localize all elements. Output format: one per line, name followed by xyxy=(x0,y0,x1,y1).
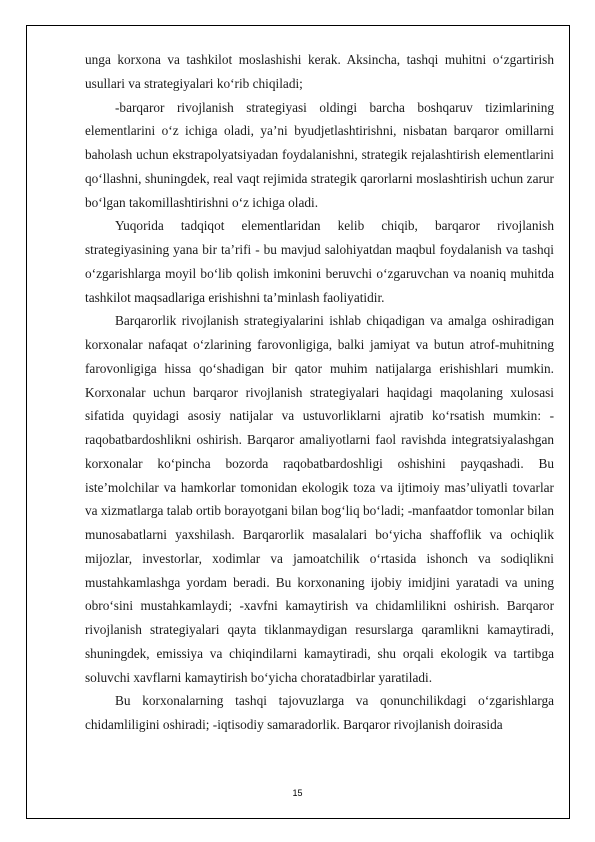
paragraph: unga korxona va tashkilot moslashishi kerak. Aksincha, tashqi muhitni o‘zgartirish usullari va strategiyalari ko‘rib chiqiladi; xyxy=(85,52,554,91)
paragraph: -barqaror rivojlanish strategiyasi oldingi barcha boshqaruv tizimlarining elementlarini o‘z ichiga oladi, ya’ni byudjetlashtirishni, nisbatan barqaror omillarni baholash uchun ekstrapolyatsiyadan foydalanishni, strategik rejalashtirish elementlarini qo‘llashni, shuningdek, real vaqt rejimida strategik qarorlarni moslashtirish uchun zarur bo‘lgan takomillashtirishni o‘z ichiga oladi. xyxy=(85,99,554,210)
paragraph: Bu korxonalarning tashqi tajovuzlarga va qonunchilikdagi o‘zgarishlarga chidamliligini oshiradi; -iqtisodiy samaradorlik. Barqaror rivojlanish doirasida xyxy=(85,693,554,732)
document-body xyxy=(85,48,554,737)
paragraph: Barqarorlik rivojlanish strategiyalarini ishlab chiqadigan va amalga oshiradigan korxonalar nafaqat o‘zlarining farovonligiga, balki jamiyat va butun atrof-muhitning farovonligiga hissa qo‘shadigan bir qator muhim natijalarga erishishlari mumkin. Korxonalar uchun barqaror rivojlanish strategiyalari haqidagi maqolaning xulosasi sifatida quyidagi asosiy natijalar va ustuvorliklarni ajratib ko‘rsatish mumkin: -raqobatbardoshlikni oshirish. Barqaror amaliyotlarni faol ravishda integratsiyalashgan korxonalar ko‘pincha bozorda raqobatbardoshligi oshishini payqashadi. Bu iste’molchilar va hamkorlar tomonidan ekologik toza va ijtimoiy mas’uliyatli tovarlar va xizmatlarga talab ortib borayotgani bilan bog‘liq bo‘ladi; -manfaatdor tomonlar bilan munosabatlarni yaxshilash. Barqarorlik masalalari bo‘yicha shaffoflik va ochiqlik mijozlar, investorlar, xodimlar va jamoatchilik o‘rtasida ishonch va sodiqlikni mustahkamlashga yordam beradi. Bu korxonaning ijobiy imidjini yaratadi va uning obro‘sini mustahkamlaydi; -xavfni kamaytirish va chidamlilikni oshirish. Barqaror rivojlanish strategiyalari qayta tiklanmaydigan resurslarga qaramlikni kamaytiradi, shuningdek, emissiya va chiqindilarni kamaytiradi, shu orqali ekologik va tartibga soluvchi xavflarni kamaytirish bo‘yicha choratadbirlar yaratiladi. xyxy=(85,313,554,685)
paragraph: Yuqorida tadqiqot elementlaridan kelib chiqib, barqaror rivojlanish strategiyasining yana bir ta’rifi - bu mavjud salohiyatdan maqbul foydalanish va tashqi o‘zgarishlarga moyil bo‘lib qolish imkonini beruvchi o‘zgaruvchan va noaniq muhitda tashkilot maqsadlariga erishishni ta’minlash faoliyatidir. xyxy=(85,218,554,305)
page-number: 15 xyxy=(292,788,303,798)
